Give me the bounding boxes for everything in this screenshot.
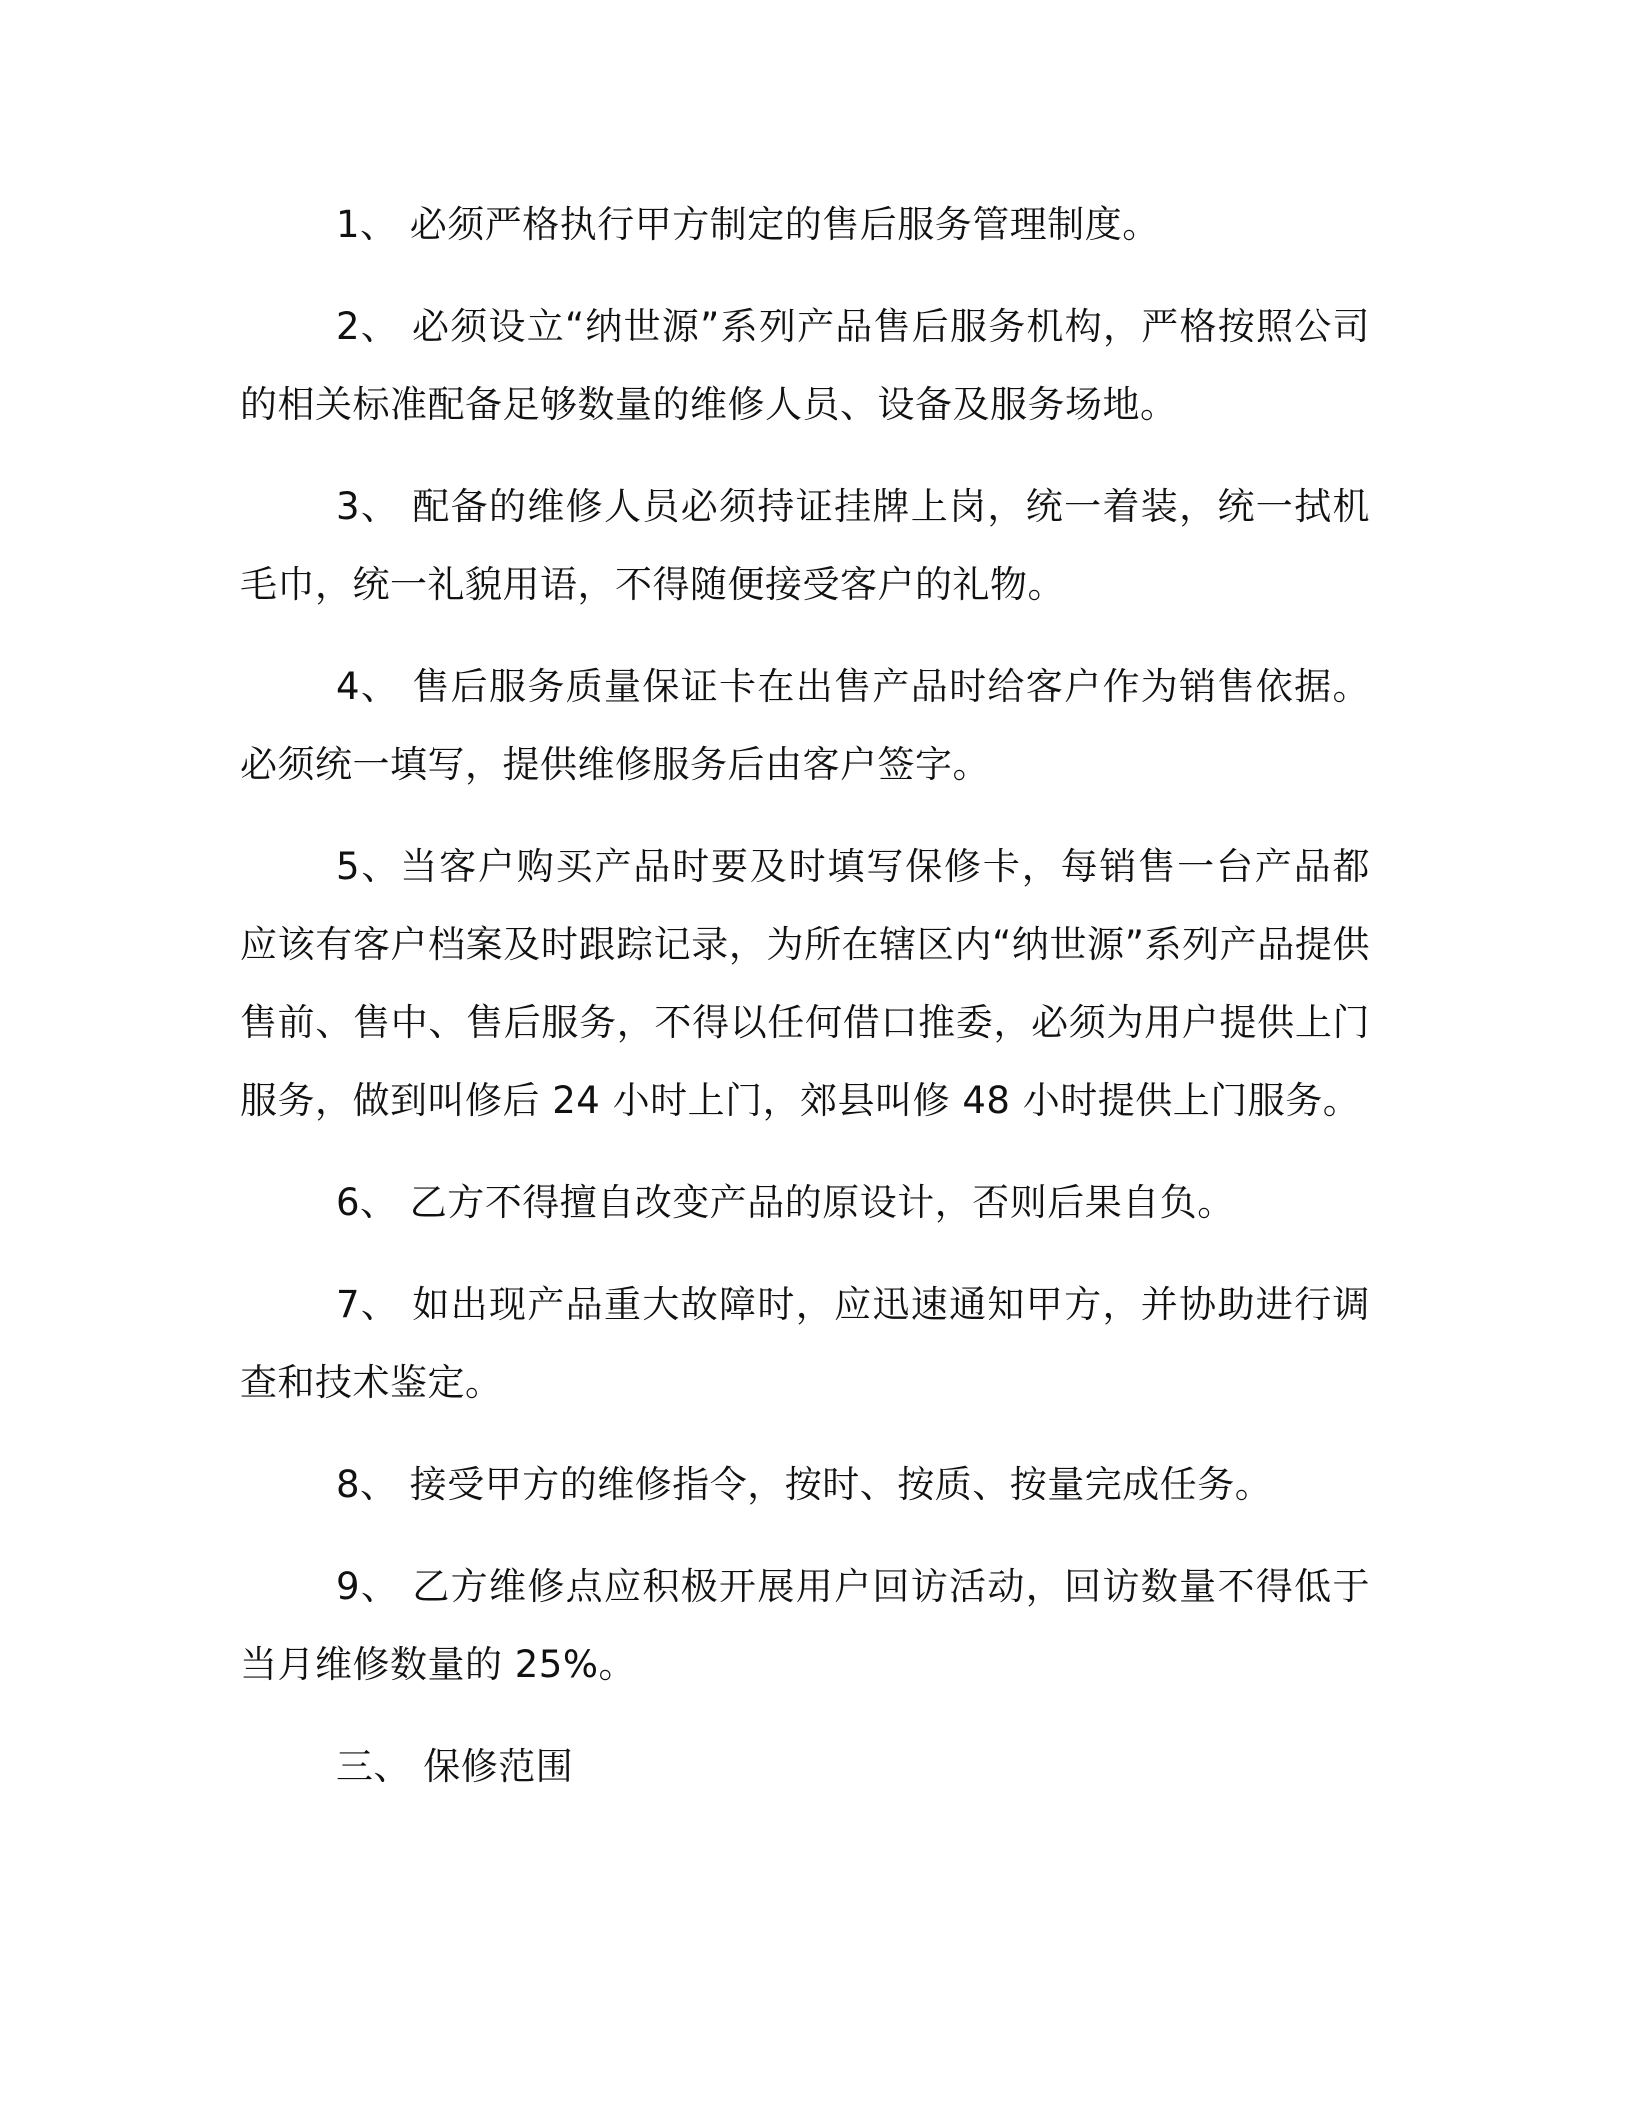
paragraph-2: 2、 必须设立“纳世源”系列产品售后服务机构，严格按照公司的相关标准配备足够数量的维修人员、设备及服务场地。: [240, 305, 1370, 426]
document-body: [240, 186, 1370, 1806]
paragraph-4: 4、 售后服务质量保证卡在出售产品时给客户作为销售依据。必须统一填写，提供维修服务后由客户签字。: [240, 665, 1370, 786]
paragraph-1: 1、 必须严格执行甲方制定的售后服务管理制度。: [336, 203, 1160, 246]
section-heading: 三、 保修范围: [336, 1745, 574, 1788]
paragraph-7: 7、 如出现产品重大故障时，应迅速通知甲方，并协助进行调查和技术鉴定。: [240, 1283, 1370, 1404]
paragraph-8: 8、 接受甲方的维修指令，按时、按质、按量完成任务。: [336, 1463, 1273, 1506]
paragraph-3: 3、 配备的维修人员必须持证挂牌上岗，统一着装，统一拭机毛巾，统一礼貌用语，不得随便接受客户的礼物。: [240, 485, 1370, 606]
paragraph-6: 6、 乙方不得擅自改变产品的原设计，否则后果自负。: [336, 1181, 1235, 1224]
paragraph-9: 9、 乙方维修点应积极开展用户回访活动，回访数量不得低于当月维修数量的 25%。: [240, 1565, 1370, 1686]
paragraph-5: 5、当客户购买产品时要及时填写保修卡，每销售一台产品都应该有客户档案及时跟踪记录，为所在辖区内“纳世源”系列产品提供售前、售中、售后服务，不得以任何借口推委，必须为用户提供上门服务，做到叫修后 24 小时上门，郊县叫修 48 小时提供上门服务。: [240, 845, 1370, 1122]
